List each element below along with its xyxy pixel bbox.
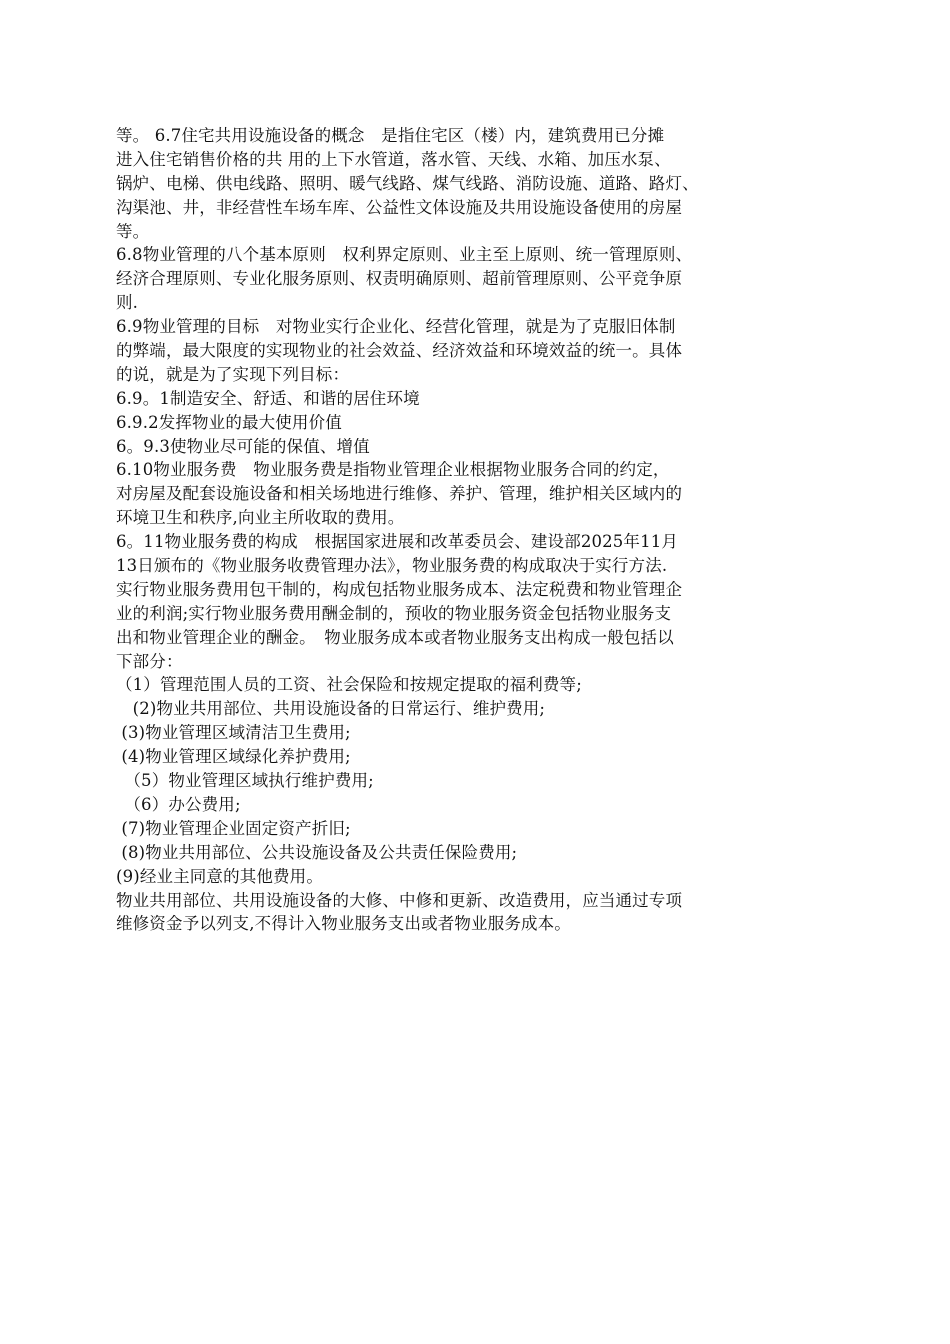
text-line: (9)经业主同意的其他费用。	[116, 866, 323, 886]
text-line: (7)物业管理企业固定资产折旧;	[116, 818, 351, 838]
text-line: 等。 6.7住宅共用设施设备的概念 是指住宅区（楼）内，建筑费用已分摊	[116, 126, 665, 145]
text-line: (8)物业共用部位、公共设施设备及公共责任保险费用;	[116, 842, 518, 862]
text-line: 6.9。1制造安全、舒适、和谐的居住环境	[116, 388, 420, 408]
text-line: 环境卫生和秩序,向业主所收取的费用。	[116, 508, 405, 528]
text-line: 维修资金予以列支,不得计入物业服务支出或者物业服务成本。	[116, 914, 571, 934]
text-line: 下部分：	[116, 651, 183, 671]
text-line: 则.	[116, 293, 139, 313]
text-line: 的说，就是为了实现下列目标：	[116, 364, 350, 384]
text-line: 6。11物业服务费的构成 根据国家进展和改革委员会、建设部2025年11月	[116, 532, 679, 552]
text-line: （1）管理范围人员的工资、社会保险和按规定提取的福利费等;	[116, 675, 582, 695]
text-line: 进入住宅销售价格的共 用的上下水管道，落水管、天线、水箱、加压水泵、	[116, 149, 671, 169]
text-line: 实行物业服务费用包干制的，构成包括物业服务成本、法定税费和物业管理企	[116, 579, 683, 599]
text-line: 6.8物业管理的八个基本原则 权利界定原则、业主至上原则、统一管理原则、	[116, 245, 693, 265]
text-line: 等。	[116, 221, 150, 241]
text-line: 对房屋及配套设施设备和相关场地进行维修、养护、管理，维护相关区域内的	[116, 484, 683, 504]
text-line: 锅炉、电梯、供电线路、照明、暖气线路、煤气线路、消防设施、道路、路灯、	[116, 173, 699, 193]
text-line: 经济合理原则、专业化服务原则、权责明确原则、超前管理原则、公平竞争原	[116, 269, 683, 289]
text-line: (4)物业管理区域绿化养护费用;	[116, 747, 351, 767]
text-line: （5）物业管理区域执行维护费用;	[116, 771, 374, 791]
text-line: (2)物业共用部位、共用设施设备的日常运行、维护费用;	[116, 699, 546, 719]
text-line: 业的利润;实行物业服务费用酬金制的，预收的物业服务资金包括物业服务支	[116, 603, 672, 623]
text-line: （6）办公费用;	[116, 794, 241, 814]
text-line: 出和物业管理企业的酬金。 物业服务成本或者物业服务支出构成一般包括以	[116, 627, 674, 647]
text-line: 6.10物业服务费 物业服务费是指物业管理企业根据物业服务合同的约定，	[116, 460, 670, 480]
text-line: 6。9.3使物业尽可能的保值、增值	[116, 436, 370, 456]
text-line: 13日颁布的《物业服务收费管理办法》，物业服务费的构成取决于实行方法.	[116, 556, 668, 576]
text-line: (3)物业管理区域清洁卫生费用;	[116, 723, 351, 743]
document-body	[116, 124, 816, 936]
text-line: 6.9.2发挥物业的最大使用价值	[116, 412, 342, 432]
text-line: 沟渠池、井，非经营性车场车库、公益性文体设施及共用设施设备使用的房屋	[116, 197, 683, 217]
text-line: 的弊端，最大限度的实现物业的社会效益、经济效益和环境效益的统一。具体	[116, 341, 683, 361]
text-line: 6.9物业管理的目标 对物业实行企业化、经营化管理，就是为了克服旧体制	[116, 317, 676, 337]
text-line: 物业共用部位、共用设施设备的大修、中修和更新、改造费用，应当通过专项	[116, 890, 683, 910]
